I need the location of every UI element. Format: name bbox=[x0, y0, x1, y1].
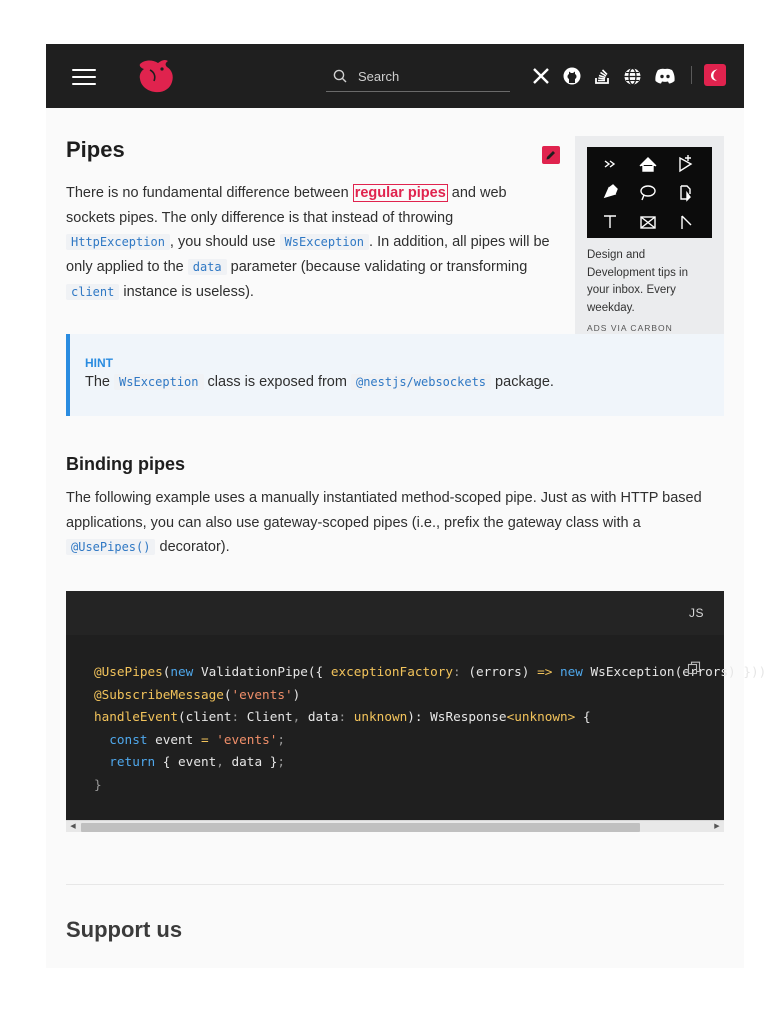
inline-code-httpexception: HttpException bbox=[66, 234, 170, 250]
page bbox=[46, 44, 767, 968]
code-line: const event = 'events'; bbox=[109, 731, 285, 747]
code-line: return { event, data }; bbox=[109, 754, 286, 770]
code-line: @UsePipes(new ValidationPipe({ exceptionFactory: (errors) => new WsException(errors) })) bbox=[94, 664, 767, 679]
ad-image[interactable] bbox=[587, 147, 712, 238]
binding-paragraph: The following example uses a manually instantiated method-scoped pipe. Just as with HTTP based applications, you can also use gateway-scoped pipes (i.e., prefix the gateway class with a @UsePipes() decorator). bbox=[66, 490, 702, 556]
code-line: @SubscribeMessage('events') bbox=[94, 686, 301, 702]
top-navigation-bar bbox=[46, 44, 744, 108]
carbon-ad[interactable] bbox=[575, 136, 724, 345]
scroll-right-arrow-icon[interactable]: ▶ bbox=[714, 823, 720, 830]
binding-pipes-heading: Binding pipes bbox=[66, 454, 185, 474]
intro-paragraph: There is no fundamental difference between regular pipes and web sockets pipes. The only difference is that instead of throwing HttpException , you should use WsException . In addition, all pipes will be only applied to the data parameter (because validating or transforming client instance is useless). bbox=[66, 185, 550, 300]
ad-text[interactable]: Design and Development tips in your inbox. Every weekday. bbox=[587, 249, 688, 314]
github-icon[interactable] bbox=[560, 64, 584, 88]
language-switch[interactable]: JS bbox=[688, 606, 704, 620]
hint-label: HINT bbox=[85, 356, 113, 370]
inline-code-data: data bbox=[188, 259, 227, 275]
code-horizontal-scrollbar[interactable] bbox=[66, 820, 724, 832]
edit-icon bbox=[545, 149, 557, 161]
support-us-heading: Support us bbox=[66, 917, 183, 942]
x-twitter-icon[interactable] bbox=[529, 64, 553, 88]
copy-icon[interactable] bbox=[687, 661, 701, 675]
scrollbar-thumb[interactable] bbox=[81, 823, 640, 832]
inline-code-usepipes: @UsePipes() bbox=[66, 539, 155, 555]
code-content[interactable] bbox=[94, 661, 766, 797]
section-divider bbox=[66, 884, 724, 885]
code-line: } bbox=[94, 776, 102, 792]
search-input[interactable] bbox=[358, 65, 506, 87]
code-line: handleEvent(client: Client, data: unknown): WsResponse<unknown> { bbox=[94, 709, 591, 725]
inline-code-wsexception: WsException bbox=[280, 234, 369, 250]
stackoverflow-icon[interactable] bbox=[590, 64, 614, 88]
header-divider bbox=[691, 66, 692, 84]
hint-callout bbox=[66, 334, 724, 416]
theme-toggle-button[interactable] bbox=[704, 64, 726, 86]
inline-code-package: @nestjs/websockets bbox=[351, 374, 491, 390]
scroll-left-arrow-icon[interactable]: ◀ bbox=[70, 823, 76, 830]
moon-icon bbox=[708, 68, 722, 82]
regular-pipes-link[interactable]: regular pipes bbox=[354, 185, 446, 201]
page-title: Pipes bbox=[66, 137, 125, 162]
discord-icon[interactable] bbox=[653, 64, 677, 88]
nestjs-logo[interactable] bbox=[132, 56, 176, 96]
edit-page-button[interactable] bbox=[542, 146, 560, 164]
code-block[interactable] bbox=[66, 591, 767, 832]
search-icon bbox=[332, 68, 348, 84]
inline-code-wsexception: WsException bbox=[114, 374, 203, 390]
search-box[interactable] bbox=[326, 60, 510, 92]
hint-text: The WsException class is exposed from @nestjs/websockets package. bbox=[85, 374, 554, 390]
menu-toggle-button[interactable] bbox=[70, 64, 100, 88]
code-header bbox=[66, 591, 724, 635]
inline-code-client: client bbox=[66, 284, 119, 300]
globe-icon[interactable] bbox=[620, 64, 644, 88]
ad-attribution[interactable]: ADS VIA CARBON bbox=[587, 323, 673, 333]
